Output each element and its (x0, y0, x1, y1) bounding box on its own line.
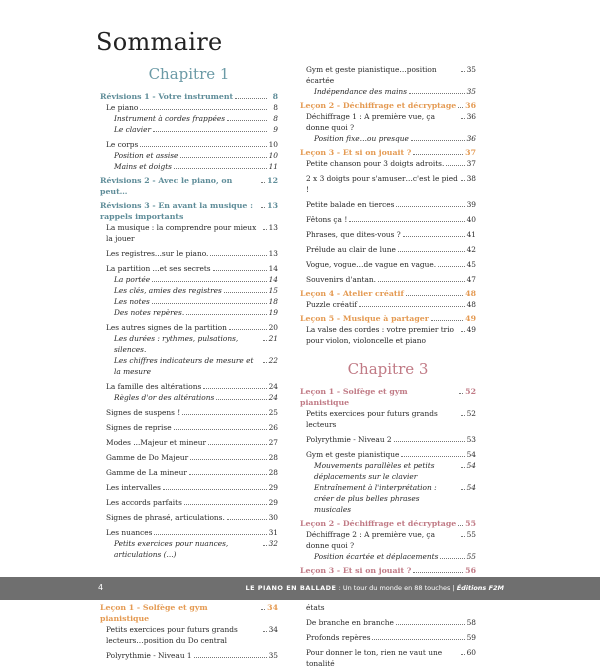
toc-entry[interactable] (100, 139, 278, 150)
toc-entry-title: Position écartée et déplacements (314, 552, 439, 561)
toc-entry-title: Phrases, que dites-vous ? (306, 230, 401, 239)
toc-entry-page: 13 (268, 223, 278, 232)
leader-dots (459, 393, 463, 394)
toc-entry-title: Petits exercices pour nuances, articulations (...) (114, 539, 229, 559)
leader-dots (184, 504, 267, 505)
toc-entry-title: Fêtons ça ! (306, 215, 348, 224)
leader-dots (152, 281, 266, 282)
toc-entry-title: Déchiffrage 1 : A première vue, ça donne quoi ? (306, 112, 435, 132)
toc-entry-title: Leçon 1 - Solfège et gym pianistique (100, 603, 208, 623)
toc-entry-page: 34 (268, 625, 278, 634)
toc-entry[interactable] (100, 274, 278, 285)
leader-dots (359, 306, 464, 307)
toc-entry-page: 35 (466, 87, 476, 96)
toc-entry-page: 48 (465, 289, 476, 298)
toc-entry[interactable] (100, 422, 278, 433)
toc-entry[interactable] (100, 355, 278, 377)
toc-entry-page: 21 (268, 334, 278, 343)
toc-entry-page: 20 (268, 323, 278, 332)
toc-entry-page: 30 (268, 513, 278, 522)
leader-dots (180, 157, 266, 158)
toc-entry-title: Les chiffres indicateurs de mesure et la mesure (114, 356, 254, 376)
toc-entry-page: 41 (466, 230, 476, 239)
page-title: Sommaire (96, 28, 223, 56)
toc-entry-page: 10 (268, 140, 278, 149)
toc-entry-page: 13 (267, 201, 278, 210)
chapter-1-title: Chapitre 1 (148, 65, 230, 83)
toc-entry-page: 59 (466, 633, 476, 642)
toc-entry[interactable] (100, 175, 278, 197)
toc-entry[interactable] (300, 386, 476, 408)
toc-entry[interactable] (300, 100, 476, 111)
toc-entry-page: 45 (466, 260, 476, 269)
toc-entry-title: Les registres...sur le piano. (106, 249, 209, 258)
toc-entry[interactable] (300, 565, 476, 576)
toc-entry[interactable] (300, 288, 476, 299)
toc-entry-page: 60 (466, 648, 476, 657)
toc-entry-title: Pour donner le ton, rien ne vaut une tonalité (306, 648, 443, 668)
toc-entry[interactable] (300, 173, 476, 195)
toc-entry[interactable] (100, 150, 278, 161)
leader-dots (163, 489, 267, 490)
publisher: Éditions F2M (456, 584, 504, 592)
leader-dots (406, 295, 463, 296)
toc-entry-page: 55 (466, 530, 476, 539)
leader-dots (210, 255, 266, 256)
leader-dots (261, 609, 265, 610)
toc-entry-page: 22 (268, 356, 278, 365)
toc-entry-title: Les durées : rythmes, pulsations, silences. (114, 334, 239, 354)
toc-entry-page: 42 (466, 245, 476, 254)
toc-entry-page: 12 (267, 176, 278, 185)
toc-entry-title: Leçon 2 - Déchiffrage et décryptage (300, 519, 457, 528)
toc-entry[interactable] (100, 248, 278, 259)
toc-entry[interactable] (300, 408, 476, 430)
toc-entry-page: 13 (268, 249, 278, 258)
leader-dots (229, 329, 267, 330)
toc-list-chapter-2 (100, 602, 278, 661)
leader-dots (263, 631, 267, 632)
toc-entry-page: 8 (272, 92, 278, 101)
toc-entry[interactable] (100, 102, 278, 113)
toc-entry-page: 37 (466, 159, 476, 168)
toc-entry-page: 29 (268, 498, 278, 507)
toc-entry[interactable] (300, 647, 476, 669)
leader-dots (140, 109, 267, 110)
leader-dots (182, 414, 266, 415)
toc-entry-title: Les autres signes de la partition (106, 323, 227, 332)
toc-entry[interactable] (100, 91, 278, 102)
toc-entry[interactable] (100, 161, 278, 172)
leader-dots (186, 314, 266, 315)
leader-dots (413, 572, 463, 573)
toc-entry[interactable] (100, 624, 278, 646)
leader-dots (401, 456, 464, 457)
toc-entry-title: Entraînement à l'interprétation : créer de plus belles phrases musicales (314, 483, 437, 514)
toc-entry[interactable] (300, 551, 476, 562)
leader-dots (461, 489, 465, 490)
toc-entry[interactable] (300, 147, 476, 158)
toc-entry[interactable] (300, 274, 476, 285)
toc-entry-title: Des notes repères. (114, 308, 185, 317)
toc-entry-page: 35 (466, 65, 476, 74)
toc-entry[interactable] (300, 199, 476, 210)
toc-entry-page: 14 (268, 264, 278, 273)
leader-dots (409, 93, 465, 94)
toc-entry[interactable] (100, 392, 278, 403)
toc-entry[interactable] (100, 113, 278, 124)
leader-dots (438, 266, 465, 267)
toc-left-column (100, 62, 278, 661)
toc-entry[interactable] (300, 434, 476, 445)
page-footer (0, 577, 600, 600)
toc-entry-page: 29 (268, 483, 278, 492)
toc-entry-title: Leçon 3 - Et si on jouait ? (300, 148, 412, 157)
leader-dots (190, 459, 266, 460)
toc-entry-title: Règles d'or des altérations (114, 393, 215, 402)
leader-dots (152, 303, 267, 304)
toc-entry-title: Modes ...Majeur et mineur (106, 438, 207, 447)
toc-entry-title: Indépendance des mains (314, 87, 407, 96)
toc-entry-page: 54 (466, 483, 476, 492)
toc-entry-page: 40 (466, 215, 476, 224)
toc-entry[interactable] (300, 632, 476, 643)
toc-entry[interactable] (100, 322, 278, 333)
leader-dots (208, 444, 267, 445)
toc-entry-title: Vogue, vogue…de vague en vague. (306, 260, 437, 269)
chapter-3-title: Chapitre 3 (347, 360, 429, 378)
toc-entry-page: 18 (268, 297, 278, 306)
leader-dots (461, 118, 465, 119)
leader-dots (394, 441, 465, 442)
toc-entry[interactable] (300, 449, 476, 460)
toc-entry-page: 9 (273, 125, 278, 134)
toc-entry-page: 19 (268, 308, 278, 317)
leader-dots (203, 388, 266, 389)
toc-entry-page: 24 (268, 393, 278, 402)
toc-entry[interactable] (300, 313, 476, 324)
toc-entry-page: 11 (268, 162, 278, 171)
toc-entry-title: Souvenirs d'antan. (306, 275, 377, 284)
toc-entry-page: 26 (268, 423, 278, 432)
toc-entry-title: Les notes (114, 297, 150, 306)
toc-entry-title: Le clavier (114, 125, 151, 134)
leader-dots (458, 107, 463, 108)
toc-entry-title: Les clés, amies des registres (114, 286, 222, 295)
leader-dots (396, 206, 464, 207)
toc-entry[interactable] (100, 497, 278, 508)
book-subtitle: : Un tour du monde en 88 touches | (336, 584, 455, 592)
toc-entry[interactable] (100, 381, 278, 392)
toc-entry-page: 34 (267, 603, 278, 612)
leader-dots (213, 270, 267, 271)
toc-entry-title: Mains et doigts (114, 162, 172, 171)
toc-entry[interactable] (300, 529, 476, 551)
toc-entry[interactable] (100, 263, 278, 274)
toc-entry-title: Révisions 1 - Votre instrument (100, 92, 234, 101)
leader-dots (440, 558, 464, 559)
toc-entry[interactable] (100, 512, 278, 523)
leader-dots (189, 474, 267, 475)
toc-entry-title: Révisions 2 - Avec le piano, on peut… (100, 176, 233, 196)
toc-entry-page: 28 (268, 453, 278, 462)
toc-entry-page: 53 (466, 435, 476, 444)
leader-dots (224, 292, 267, 293)
toc-entry-title: Petite balade en tierces (306, 200, 395, 209)
toc-entry-page: 55 (465, 519, 476, 528)
toc-entry-page: 58 (466, 618, 476, 627)
toc-entry-page: 31 (268, 528, 278, 537)
toc-entry-title: Signes de suspens ! (106, 408, 181, 417)
leader-dots (140, 146, 266, 147)
toc-entry-title: Petits exercices pour futurs grands lecteurs (306, 409, 438, 429)
leader-dots (458, 525, 463, 526)
toc-entry-page: 47 (466, 275, 476, 284)
toc-entry[interactable] (300, 299, 476, 310)
toc-entry-title: Petite chanson pour 3 doigts adroits. (306, 159, 445, 168)
toc-entry[interactable] (100, 437, 278, 448)
toc-entry[interactable] (300, 229, 476, 240)
leader-dots (403, 236, 465, 237)
leader-dots (235, 98, 267, 99)
toc-entry-page: 10 (268, 151, 278, 160)
toc-entry[interactable] (300, 460, 476, 482)
leader-dots (461, 536, 465, 537)
toc-entry[interactable] (100, 482, 278, 493)
leader-dots (263, 340, 267, 341)
toc-entry-title: Mouvements parallèles et petits déplacements sur le clavier (314, 461, 435, 481)
toc-entry-title: Position fixe…ou presque (314, 134, 409, 143)
toc-entry-title: Le corps (106, 140, 139, 149)
toc-entry-title: Leçon 2 - Déchiffrage et décryptage (300, 101, 457, 110)
toc-entry-title: Petits exercices pour futurs grands lecteurs…position du Do central (106, 625, 238, 645)
toc-entry[interactable] (300, 259, 476, 270)
toc-entry-page: 49 (465, 314, 476, 323)
leader-dots (153, 131, 267, 132)
page-number: 4 (98, 583, 104, 592)
toc-entry[interactable] (300, 86, 476, 97)
toc-entry-page: 39 (466, 200, 476, 209)
toc-list-chapter-1 (100, 91, 278, 560)
book-brand: LE PIANO EN BALLADE (245, 584, 337, 592)
toc-entry-title: Gym et geste pianistique (306, 450, 400, 459)
toc-entry[interactable] (300, 158, 476, 169)
leader-dots (261, 207, 265, 208)
toc-entry-title: Gamme de La mineur (106, 468, 187, 477)
leader-dots (194, 657, 267, 658)
toc-entry[interactable] (300, 111, 476, 133)
toc-entry[interactable] (100, 285, 278, 296)
toc-entry-page: 49 (466, 325, 476, 334)
leader-dots (174, 168, 267, 169)
toc-entry[interactable] (100, 333, 278, 355)
leader-dots (396, 624, 465, 625)
toc-entry-page: 14 (268, 275, 278, 284)
leader-dots (154, 534, 266, 535)
leader-dots (461, 71, 465, 72)
toc-entry-page: 15 (268, 286, 278, 295)
leader-dots (461, 180, 465, 181)
toc-entry[interactable] (100, 222, 278, 244)
toc-entry[interactable] (100, 650, 278, 661)
toc-entry-page: 36 (466, 134, 476, 143)
toc-entry[interactable] (100, 200, 278, 222)
toc-entry-title: Prélude au clair de lune (306, 245, 396, 254)
toc-entry-title: La valse des cordes : votre premier trio pour violon, violoncelle et piano (306, 325, 455, 345)
toc-entry-page: 8 (273, 114, 278, 123)
toc-entry-page: 25 (268, 408, 278, 417)
toc-entry-page: 52 (465, 387, 476, 396)
toc-entry-title: états (306, 603, 325, 612)
leader-dots (227, 120, 267, 121)
leader-dots (411, 140, 465, 141)
toc-entry-page: 54 (466, 450, 476, 459)
toc-entry-title: Révisions 3 - En avant la musique : rappels importants (100, 201, 253, 221)
toc-entry[interactable] (300, 324, 476, 346)
toc-entry-page: 48 (466, 300, 476, 309)
toc-entry[interactable] (300, 617, 476, 628)
toc-entry-page: 52 (466, 409, 476, 418)
toc-entry-title: La famille des altérations (106, 382, 202, 391)
toc-entry-page: 28 (268, 468, 278, 477)
toc-entry-title: Les nuances (106, 528, 153, 537)
toc-entry-title: De branche en branche (306, 618, 394, 627)
toc-entry[interactable] (300, 64, 476, 86)
toc-entry-title: Profonds repères (306, 633, 371, 642)
leader-dots (461, 415, 465, 416)
toc-entry-title: Les intervalles (106, 483, 161, 492)
toc-entry-page: 55 (466, 552, 476, 561)
toc-entry-title: Puzzle créatif (306, 300, 358, 309)
toc-entry-title: Leçon 5 - Musique à partager (300, 314, 429, 323)
toc-entry-page: 35 (268, 651, 278, 660)
toc-entry-title: Leçon 4 - Atelier créatif (300, 289, 404, 298)
toc-entry-title: Signes de reprise (106, 423, 172, 432)
toc-entry-title: Gym et geste pianistique…position écartée (306, 65, 437, 85)
leader-dots (227, 519, 267, 520)
toc-entry-page: 37 (465, 148, 476, 157)
toc-entry-page: 27 (268, 438, 278, 447)
toc-entry[interactable] (300, 133, 476, 144)
leader-dots (431, 320, 463, 321)
toc-entry-title: Position et assise (114, 151, 179, 160)
toc-entry[interactable] (300, 482, 476, 515)
leader-dots (378, 281, 465, 282)
toc-entry-title: La musique : la comprendre pour mieux la jouer (106, 223, 257, 243)
toc-entry[interactable] (100, 407, 278, 418)
leader-dots (216, 399, 266, 400)
leader-dots (461, 331, 465, 332)
toc-entry-page: 8 (273, 103, 278, 112)
toc-entry-page: 38 (466, 174, 476, 183)
toc-entry-title: La partition ...et ses secrets (106, 264, 211, 273)
leader-dots (263, 545, 267, 546)
toc-entry-page: 54 (466, 461, 476, 470)
toc-entry-title: Polyrythmie - Niveau 2 (306, 435, 392, 444)
toc-entry-title: Leçon 3 - Et si on jouait ? (300, 566, 412, 575)
toc-entry-page: 36 (466, 112, 476, 121)
toc-entry[interactable] (100, 296, 278, 307)
toc-entry[interactable] (100, 307, 278, 318)
toc-entry[interactable] (100, 538, 278, 560)
leader-dots (174, 429, 267, 430)
footer-text (245, 584, 504, 592)
leader-dots (261, 182, 265, 183)
leader-dots (461, 467, 465, 468)
toc-entry-title: Le piano (106, 103, 139, 112)
toc-entry-title: Polyrythmie - Niveau 1 (106, 651, 192, 660)
leader-dots (461, 654, 465, 655)
toc-entry-page: 24 (268, 382, 278, 391)
toc-entry[interactable] (300, 214, 476, 225)
toc-entry-title: Déchiffrage 2 : A première vue, ça donne quoi ? (306, 530, 435, 550)
toc-entry-page: 32 (268, 539, 278, 548)
toc-entry[interactable] (100, 602, 278, 624)
toc-entry[interactable] (300, 518, 476, 529)
toc-list-chapter-3 (300, 386, 476, 669)
toc-entry-page: 36 (465, 101, 476, 110)
leader-dots (263, 229, 267, 230)
leader-dots (349, 221, 464, 222)
toc-entry[interactable] (100, 452, 278, 463)
toc-entry[interactable] (100, 124, 278, 135)
leader-dots (446, 165, 464, 166)
toc-entry-title: Gamme de Do Majeur (106, 453, 189, 462)
toc-list-chapter-2-cont (300, 64, 476, 346)
leader-dots (398, 251, 465, 252)
toc-entry-title: Les accords parfaits (106, 498, 182, 507)
toc-entry-title: La portée (114, 275, 151, 284)
toc-entry-title: Signes de phrasé, articulations. (106, 513, 225, 522)
toc-entry[interactable] (300, 244, 476, 255)
toc-entry-title: Instrument à cordes frappées (114, 114, 225, 123)
leader-dots (263, 362, 267, 363)
leader-dots (372, 639, 464, 640)
toc-entry-title: Leçon 1 - Solfège et gym pianistique (300, 387, 408, 407)
toc-entry[interactable] (100, 467, 278, 478)
toc-entry-title: 2 x 3 doigts pour s'amuser…c'est le pied ! (306, 174, 458, 194)
leader-dots (413, 154, 463, 155)
toc-entry[interactable] (100, 527, 278, 538)
toc-entry-page: 56 (465, 566, 476, 575)
